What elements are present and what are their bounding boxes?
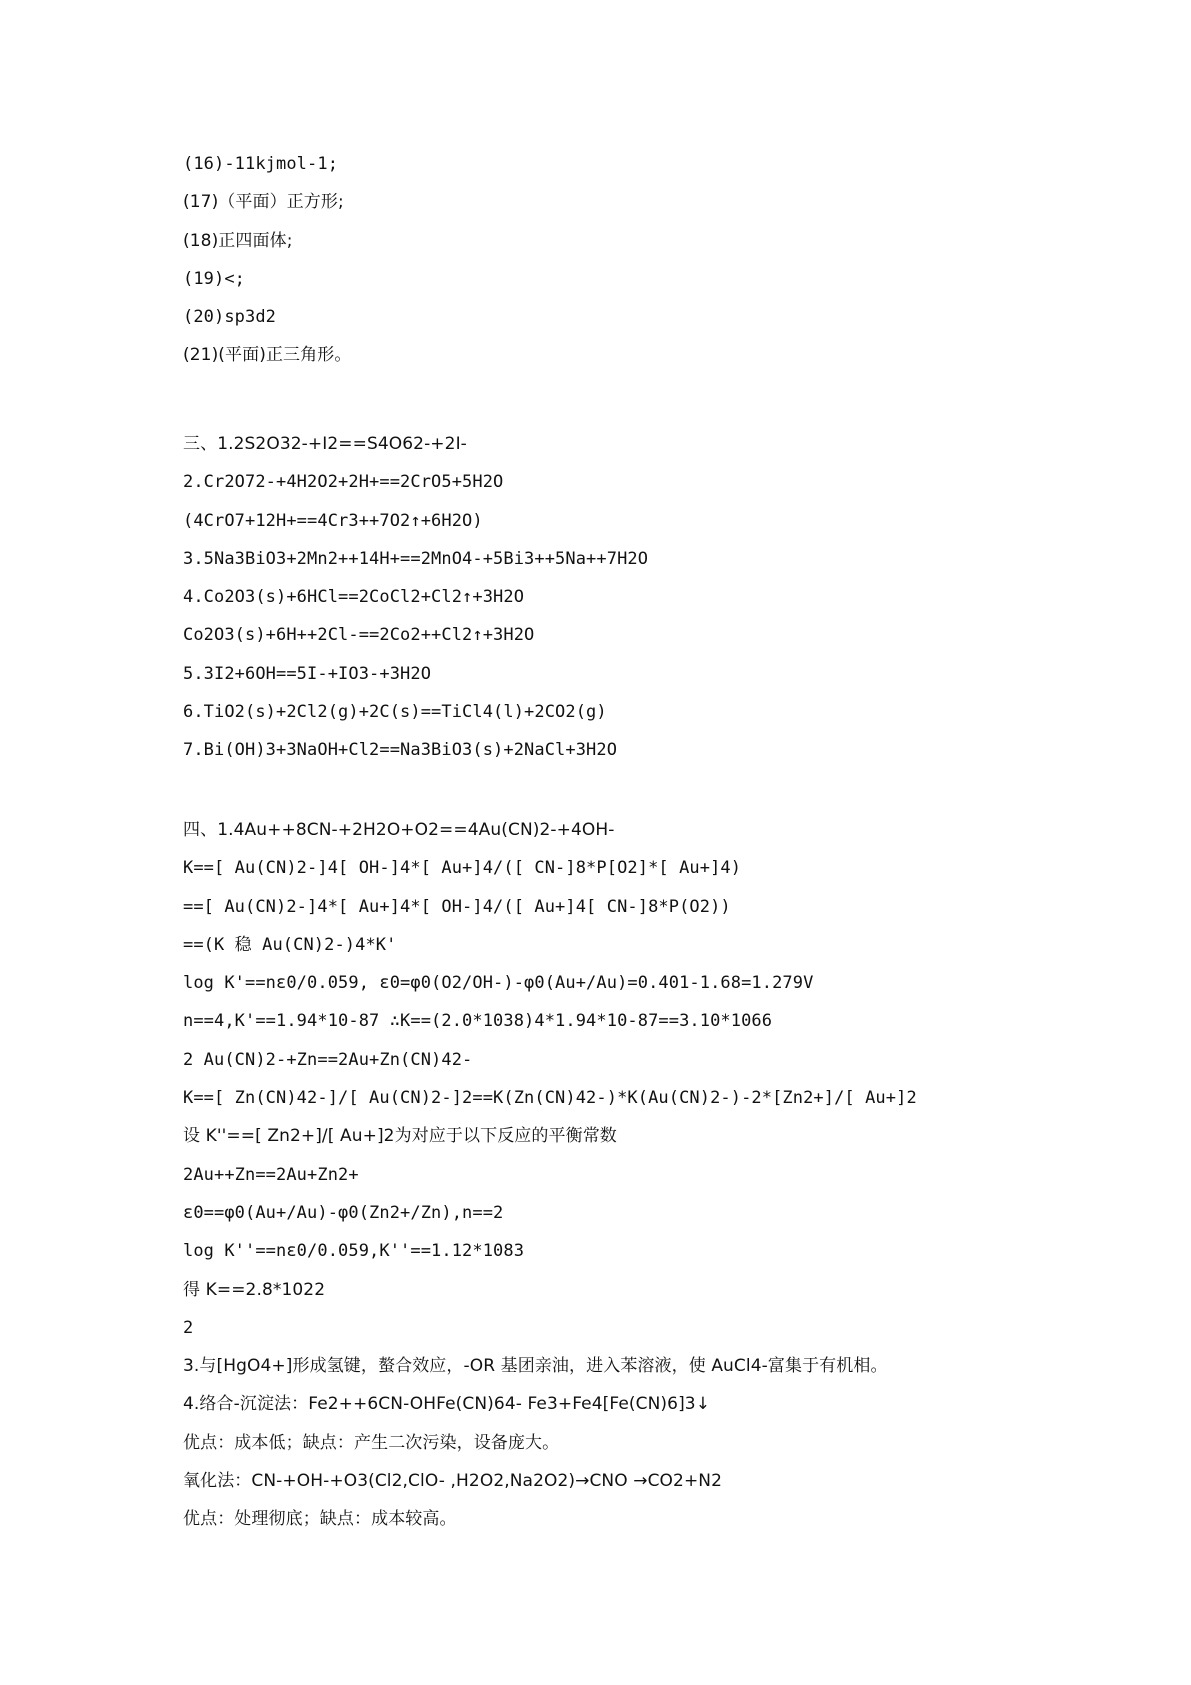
answer-line-17: (17)（平面）正方形; xyxy=(183,192,344,213)
answer-line-19: (19)<; xyxy=(183,268,246,289)
equation-line: 6.TiO2(s)+2Cl2(g)+2C(s)==TiCl4(l)+2CO2(g) xyxy=(183,702,607,723)
calc-line: ==[ Au(CN)2-]4*[ Au+]4*[ OH-]4/([ Au+]4[ CN-]8*P(O2)) xyxy=(183,896,731,917)
equation-line: Co2O3(s)+6H++2Cl-==2Co2++Cl2↑+3H2O xyxy=(183,625,535,646)
equation-line: 三、1.2S2O32-+I2==S4O62-+2I- xyxy=(183,434,467,454)
calc-line: 4.络合-沉淀法：Fe2++6CN-OHFe(CN)64- Fe3+Fe4[Fe(CN)6]3↓ xyxy=(183,1394,711,1415)
equation-line: 7.Bi(OH)3+3NaOH+Cl2==Na3BiO3(s)+2NaCl+3H2O xyxy=(183,740,618,761)
equation-line: (4CrO7+12H+==4Cr3++7O2↑+6H2O) xyxy=(183,510,483,531)
equation-line: 4.Co2O3(s)+6HCl==2CoCl2+Cl2↑+3H2O xyxy=(183,587,525,608)
calc-line: ==(K 稳 Au(CN)2-)4*K' xyxy=(183,934,397,955)
equation-line: 3.5Na3BiO3+2Mn2++14H+==2MnO4-+5Bi3++5Na++7H2O xyxy=(183,548,649,569)
calc-line: 得 K==2.8*1022 xyxy=(183,1279,326,1300)
calc-line: 氧化法：CN-+OH-+O3(Cl2,ClO- ,H2O2,Na2O2)→CNO →CO2+N2 xyxy=(183,1471,723,1492)
answers-section-two-continued xyxy=(183,152,1133,382)
calc-line: K==[ Au(CN)2-]4[ OH-]4*[ Au+]4/([ CN-]8*P[O2]*[ Au+]4) xyxy=(183,858,742,879)
calc-line: 2 Au(CN)2-+Zn==2Au+Zn(CN)42- xyxy=(183,1049,473,1070)
calc-line: n==4,K'==1.94*10-87 ∴K==(2.0*1038)4*1.94*10-87==3.10*1066 xyxy=(183,1011,773,1032)
calc-line: 2 xyxy=(183,1317,194,1338)
calc-line: 优点：成本低；缺点：产生二次污染，设备庞大。 xyxy=(183,1432,560,1453)
answer-line-18: (18)正四面体; xyxy=(183,230,293,251)
answer-line-20: (20)sp3d2 xyxy=(183,307,277,328)
answers-section-four xyxy=(183,818,1133,1546)
equation-line: 2.Cr2O72-+4H2O2+2H+==2CrO5+5H2O xyxy=(183,472,504,493)
calc-line: 设 K''==[ Zn2+]/[ Au+]2为对应于以下反应的平衡常数 xyxy=(183,1126,617,1147)
answer-line-21: (21)(平面)正三角形。 xyxy=(183,345,352,366)
calc-line: log K'==nε0/0.059, ε0=φ0(O2/OH-)-φ0(Au+/Au)=0.401-1.68=1.279V xyxy=(183,973,814,994)
calc-line: 四、1.4Au++8CN-+2H2O+O2==4Au(CN)2-+4OH- xyxy=(183,820,615,840)
calc-line: 3.与[HgO4+]形成氢键，螯合效应，-OR 基团亲油，进入苯溶液，使 AuCl4-富集于有机相。 xyxy=(183,1356,888,1377)
calc-line: log K''==nε0/0.059,K''==1.12*1083 xyxy=(183,1241,525,1262)
calc-line: 优点：处理彻底；缺点：成本较高。 xyxy=(183,1509,457,1530)
calc-line: ε0==φ0(Au+/Au)-φ0(Zn2+/Zn),n==2 xyxy=(183,1202,504,1223)
calc-line: 2Au++Zn==2Au+Zn2+ xyxy=(183,1164,359,1185)
answer-line-16: (16)-11kjmol-1; xyxy=(183,154,339,174)
answers-section-three xyxy=(183,432,1133,777)
calc-line: K==[ Zn(CN)42-]/[ Au(CN)2-]2==K(Zn(CN)42-)*K(Au(CN)2-)-2*[Zn2+]/[ Au+]2 xyxy=(183,1088,917,1109)
equation-line: 5.3I2+6OH==5I-+IO3-+3H2O xyxy=(183,663,432,684)
